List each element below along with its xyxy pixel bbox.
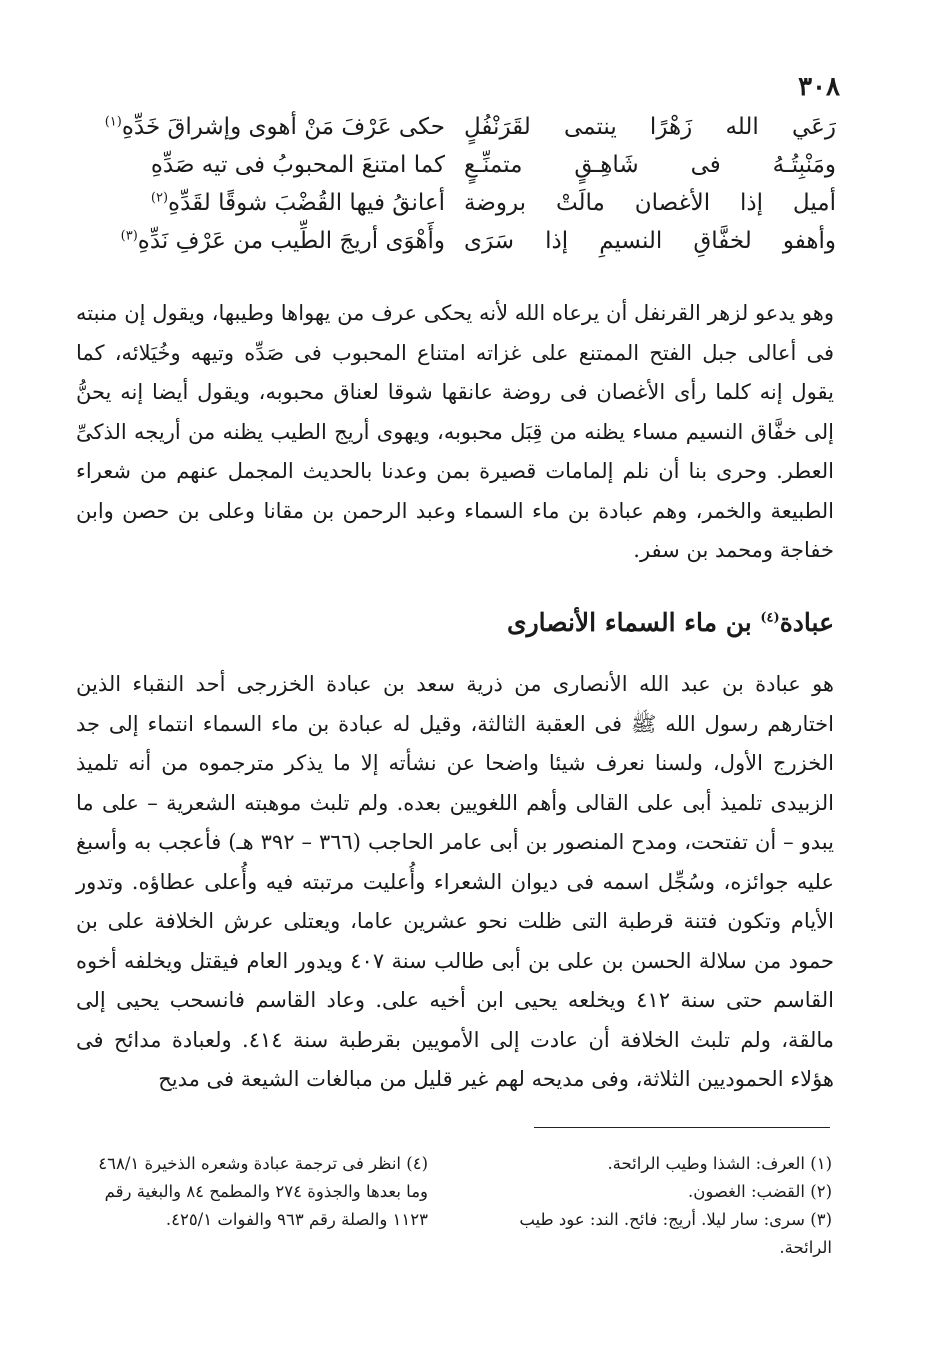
- verse-first-hemistich: ومَنْبِتُـهُ فى شَاهِـقٍ متمنِّـعٍ: [464, 152, 836, 178]
- poem-verse: [70, 108, 836, 146]
- body-paragraph: هو عبادة بن عبد الله الأنصارى من ذرية سعد بن عبادة الخزرجى أحد النقباء الذين اختارهم رسول الله ﷺ فى العقبة الثالثة، وقيل له عبادة بن ماء السماء انتماء إلى جد الخزرج الأول، ولسنا نعرف شيئا واضحا عن نشأته إلا ما يذكر مترجموه من أنه تلميذ الزبيدى تلميذ أبى على القالى وأهم اللغويين بعده. ولم تلبث موهبته الشعرية – على ما يبدو – أن تفتحت، ومدح المنصور بن أبى عامر الحاجب (٣٦٦ – ٣٩٢ هـ) فأعجب به وأسبغ عليه جوائزه، وسُجِّل اسمه فى ديوان الشعراء وأُعليت مرتبته فيه وأُعلى عطاؤه. وتدور الأيام وتكون فتنة قرطبة التى ظلت نحو عشرين عاما، ويعتلى عرش الخلافة على بن حمود من سلالة الحسن بن على بن أبى طالب سنة ٤٠٧ ويدور العام فيقتل ويخلفه أخوه القاسم حتى سنة ٤١٢ ويخلعه يحيى ابن أخيه على. وعاد القاسم فانسحب يحيى إلى مالقة، ولم تلبث الخلافة أن عادت إلى الأمويين بقرطبة سنة ٤١٤. ولعبادة مدائح فى هؤلاء الحموديين الثلاثة، وفى مديحه لهم غير قليل من مبالغات الشيعة فى مديح: [76, 672, 834, 1091]
- verse-first-hemistich: أميل إذا الأغصان مالَتْ بروضة: [464, 190, 836, 216]
- body-paragraph: وهو يدعو لزهر القرنفل أن يرعاه الله لأنه يحكى عرف من يهواها وطيبها، ويقول إن منبته فى أعالى جبل الفتح الممتنع على غزاته امتناع المحبوب فى صَدِّه وتيهه وخُيَلائه، كما يقول إنه كلما رأى الأغصان فى روضة عانقها شوقا لعناق محبوبه، ويقول أيضا إنه يحنُّ إلى خفَّاق النسيم مساء يظنه من قِبَل محبوبه، ويهوى أريج الطيب يظنه من أريجه الذكىِّ العطر. وحرى بنا أن نلم إلمامات قصيرة بمن وعدنا بالحديث المجمل عنهم من شعراء الطبيعة والخمر، وهم عبادة بن ماء السماء وعبد الرحمن بن مقانا وعلى بن حصن وابن خفاجة ومحمد بن سفر.: [76, 301, 834, 562]
- verse-second-hemistich: [70, 228, 445, 254]
- page-number: ٣٠٨: [798, 72, 840, 102]
- footnote: (٣) سرى: سار ليلا. أريج: فائح. الند: عود طيب الرائحة.: [519, 1210, 832, 1257]
- verse-first-hemistich: وأهفو لخفَّاقِ النسيمِ إذا سَرَى: [464, 228, 836, 254]
- poem-verse: [70, 146, 836, 184]
- footnote-marker: (٤): [760, 610, 780, 626]
- footnote-marker: (٣): [120, 228, 138, 244]
- footnote-divider: [534, 1127, 830, 1128]
- poem-verse: [70, 222, 836, 260]
- footnotes-column-left: [88, 1150, 428, 1234]
- verse-second-hemistich: [70, 114, 445, 140]
- heading-name: عبادة: [779, 608, 834, 637]
- verse-second-hemistich: [70, 190, 445, 216]
- footnote-marker: (١): [104, 114, 122, 130]
- poem: [70, 108, 836, 260]
- hemistich-text: حكى عَرْفَ مَنْ أهوى وإشراقَ خَدِّهِ: [121, 114, 445, 140]
- verse-second-hemistich: [70, 152, 445, 178]
- hemistich-text: كما امتنعَ المحبوبُ فى تيه صَدِّهِ: [150, 152, 445, 178]
- footnote: (١) العرف: الشذا وطيب الرائحة.: [607, 1154, 832, 1173]
- poem-verse: [70, 184, 836, 222]
- hemistich-text: وأَهْوَى أريجَ الطِّيب من عَرْفِ نَدِّهِ: [137, 228, 445, 254]
- heading-rest: بن ماء السماء الأنصارى: [507, 608, 761, 637]
- section-heading: [507, 608, 834, 637]
- footnote: (٢) القضب: الغصون.: [687, 1182, 832, 1201]
- footnote: (٤) انظر فى ترجمة عبادة وشعره الذخيرة ٤٦٨/١ وما بعدها والجذوة ٢٧٤ والمطمح ٨٤ والبغية رقم ١١٢٣ والصلة رقم ٩٦٣ والفوات ٤٢٥/١.: [98, 1154, 428, 1229]
- hemistich-text: أعانقُ فيها القُضْبَ شوقًا لقَدِّهِ: [168, 190, 445, 216]
- verse-first-hemistich: رَعَي الله زَهْرًا ينتمى لقَرَنْفُلٍ: [464, 114, 836, 140]
- footnotes-column-right: [492, 1150, 832, 1262]
- footnote-marker: (٢): [150, 190, 169, 206]
